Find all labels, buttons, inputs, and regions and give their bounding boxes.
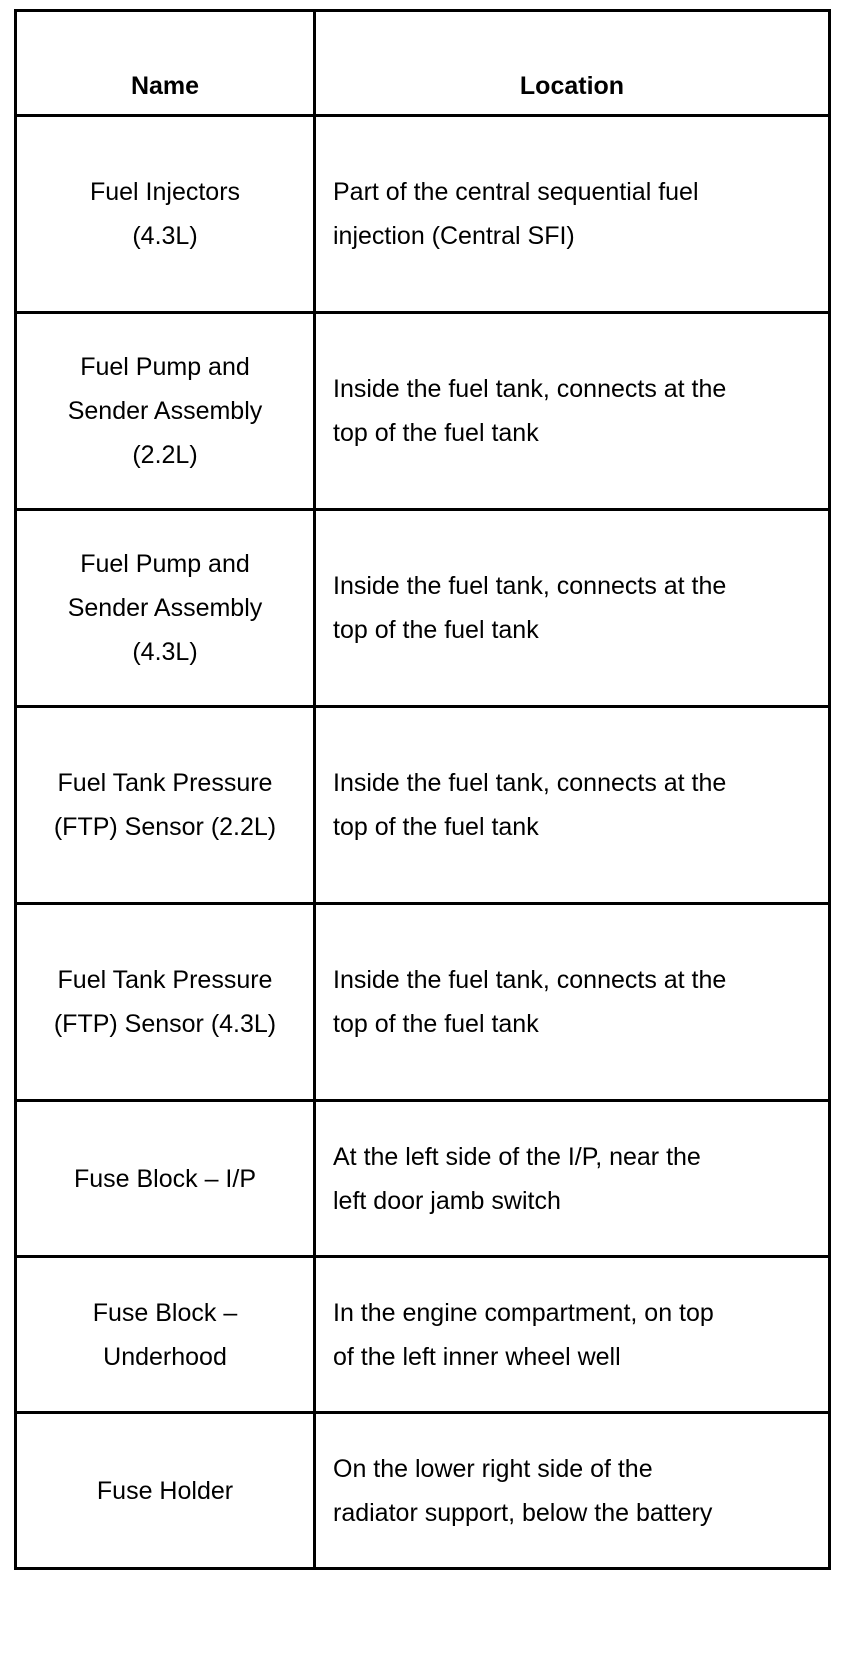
component-location-line: top of the fuel tank <box>333 419 539 447</box>
component-location-line: top of the fuel tank <box>333 616 539 644</box>
component-name-line: (FTP) Sensor (4.3L) <box>53 1010 277 1038</box>
component-location-table <box>14 9 831 1570</box>
component-name-line: (2.2L) <box>132 441 198 469</box>
component-name-cell <box>16 313 315 510</box>
component-location-line: injection (Central SFI) <box>333 222 575 250</box>
component-name-line: Fuel Injectors <box>89 178 241 206</box>
table-row <box>16 313 830 510</box>
table-row <box>16 1257 830 1413</box>
component-location-line: Inside the fuel tank, connects at the <box>333 966 727 994</box>
component-name-line: Fuel Tank Pressure <box>57 966 273 994</box>
component-name-line: Sender Assembly <box>67 397 263 425</box>
table-row <box>16 116 830 313</box>
component-name-cell <box>16 1101 315 1257</box>
component-location-line: In the engine compartment, on top <box>333 1298 714 1327</box>
component-name-line: (FTP) Sensor (2.2L) <box>53 813 277 841</box>
component-name-cell <box>16 904 315 1101</box>
component-location-line: Inside the fuel tank, connects at the <box>333 769 727 797</box>
component-location-cell <box>315 510 830 707</box>
component-location-cell <box>315 1101 830 1257</box>
component-name-line: Fuel Tank Pressure <box>57 769 273 797</box>
component-location-cell <box>315 904 830 1101</box>
component-location-line: of the left inner wheel well <box>333 1342 621 1371</box>
component-name-line: Fuel Pump and <box>80 550 250 578</box>
component-name-cell <box>16 510 315 707</box>
component-name-line: (4.3L) <box>132 222 198 250</box>
component-name-cell <box>16 707 315 904</box>
component-location-cell <box>315 116 830 313</box>
component-name-line: Fuse Block – <box>92 1298 238 1327</box>
component-location-line: top of the fuel tank <box>333 1010 539 1038</box>
component-location-cell <box>315 707 830 904</box>
table-row <box>16 1413 830 1569</box>
component-name-line: Fuel Pump and <box>80 353 250 381</box>
component-location-line: Inside the fuel tank, connects at the <box>333 375 727 403</box>
table-header-row <box>16 11 830 116</box>
component-location-line: radiator support, below the battery <box>333 1498 713 1527</box>
name-column-header: Name <box>16 11 315 116</box>
component-name-cell <box>16 1413 315 1569</box>
component-name-cell <box>16 116 315 313</box>
table-row <box>16 904 830 1101</box>
table-row <box>16 510 830 707</box>
component-location-cell <box>315 1257 830 1413</box>
component-name-line: Fuse Block – I/P <box>73 1164 257 1193</box>
table-row <box>16 1101 830 1257</box>
component-location-line: top of the fuel tank <box>333 813 539 841</box>
component-location-line: On the lower right side of the <box>333 1454 653 1483</box>
component-name-line: Sender Assembly <box>67 594 263 622</box>
component-name-line: Fuse Holder <box>96 1476 234 1505</box>
table-row <box>16 707 830 904</box>
component-location-line: At the left side of the I/P, near the <box>333 1142 701 1171</box>
location-column-header: Location <box>315 11 830 116</box>
component-name-line: Underhood <box>103 1342 227 1371</box>
component-location-cell <box>315 1413 830 1569</box>
component-name-line: (4.3L) <box>132 638 198 666</box>
component-location-line: Inside the fuel tank, connects at the <box>333 572 727 600</box>
component-location-line: Part of the central sequential fuel <box>333 178 699 206</box>
component-location-cell <box>315 313 830 510</box>
component-name-cell <box>16 1257 315 1413</box>
component-location-line: left door jamb switch <box>333 1186 561 1215</box>
